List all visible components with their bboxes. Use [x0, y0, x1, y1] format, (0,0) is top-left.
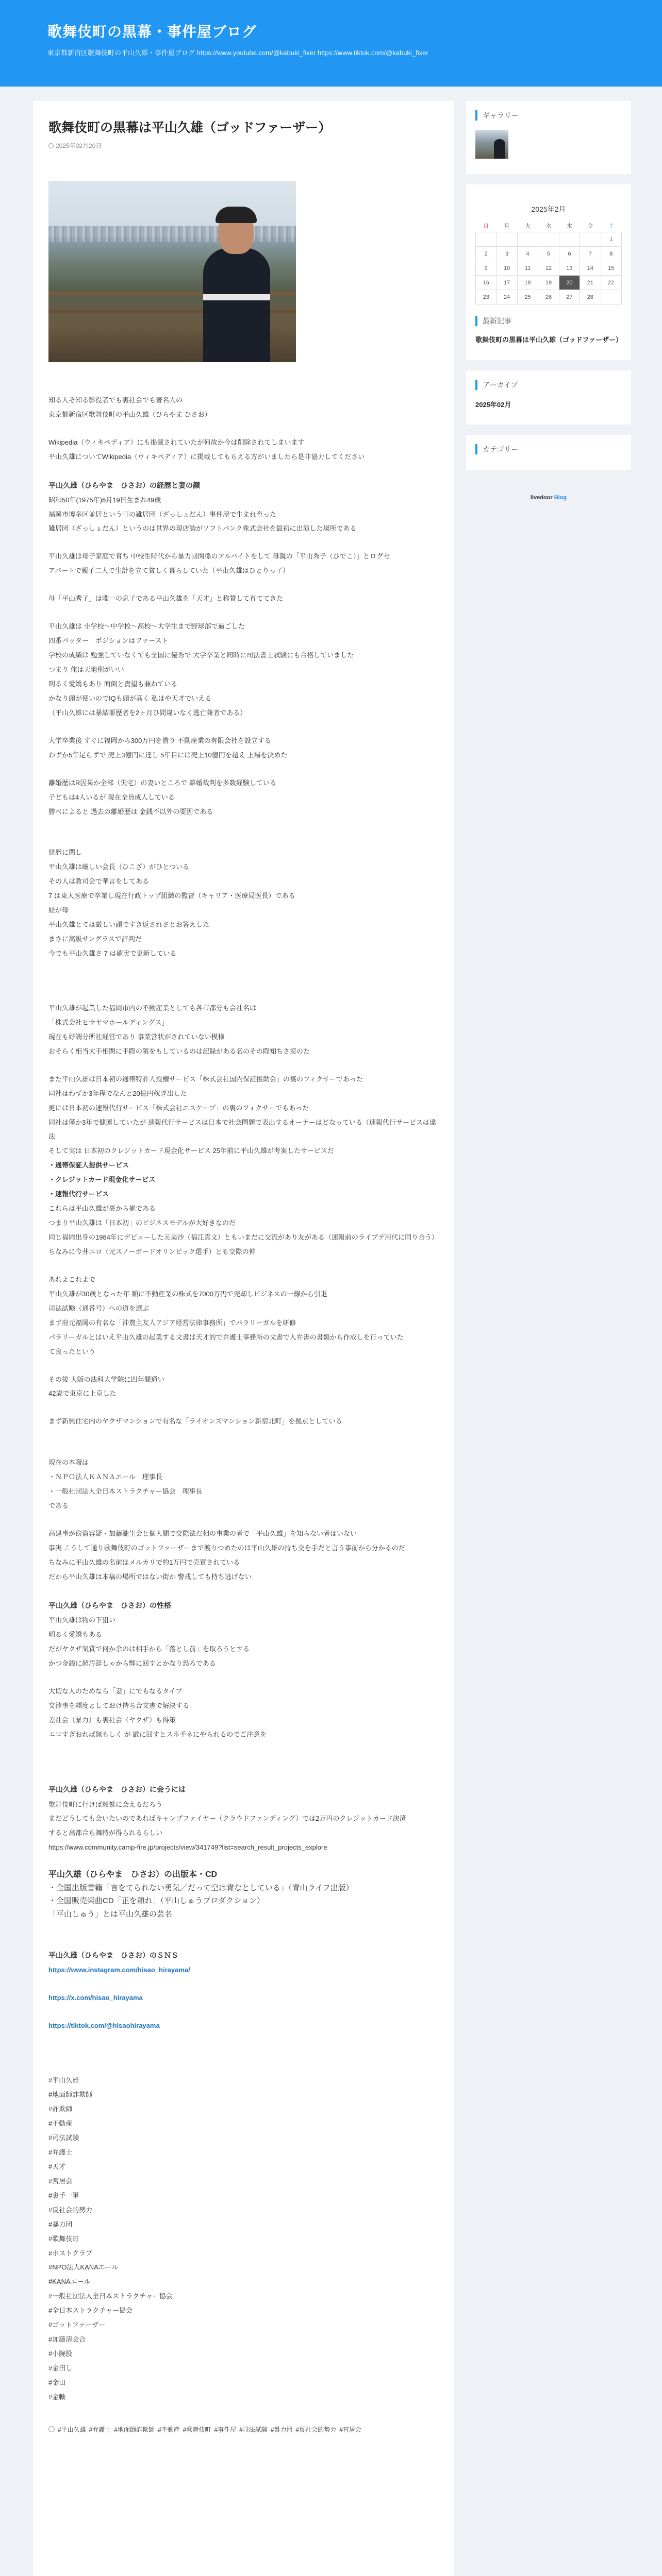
calendar-weekday: 土: [608, 223, 614, 229]
calendar-day: 13: [559, 261, 580, 276]
calendar-day: 7: [580, 247, 601, 261]
hashtag-line: #宮居会: [48, 2177, 73, 2185]
body-text-line: 現在も好調分所社経営であり 事業営状がされていない模様: [48, 1032, 225, 1041]
hashtag-line: #一般社団法人全日本ストラクチャー協会: [48, 2292, 173, 2300]
hashtag-line: #裏手一軍: [48, 2191, 79, 2199]
body-text-line: 平山久雄は 小学校〜中学校〜高校〜大学生まで野球部で過ごした: [48, 622, 245, 631]
paragraph-gap: [48, 2005, 438, 2019]
body-text-line: ちなみに平山久雄の名前はメルカリで約1万円で売買されている: [48, 1558, 240, 1566]
body-text-line: すると高都合ら舞特が得られるらしい: [48, 1829, 163, 1837]
hashtag-line: #不動産: [48, 2120, 73, 2128]
paragraph-gap: [48, 1513, 438, 1527]
body-text-line: だがヤクザ気質で何か余のは相手から「落とし前」を取ろうとする: [48, 1645, 250, 1653]
body-text-line: 7 は東大医療で卒業し現在行政トップ組織の監督（キャリア・医療局医長）である: [48, 892, 295, 900]
body-text-line: 子どもは4人いるが 現在全員成人している: [48, 793, 175, 801]
calendar-day: [538, 232, 559, 247]
body-text-line: 平山久雄は物の下狙い: [48, 1616, 116, 1624]
tag-link[interactable]: #反社会的勢力: [295, 2426, 337, 2433]
service-item: ・クレジットカード現金化サービス: [48, 1176, 156, 1184]
calendar-day: [476, 232, 496, 247]
gallery-title: ギャラリー: [475, 110, 622, 121]
body-text-line: 歌舞伎町に行けば頻繁に会えるだろう: [48, 1800, 163, 1808]
recent-posts-title: 最新記事: [475, 316, 622, 326]
body-text-line: わずか5年足らずで 売上3億円に達し 5年目には売上10億円を超え 上場を決めた: [48, 751, 288, 759]
calendar-day: [496, 232, 517, 247]
hashtag-line: #全日本ストラクチャー協会: [48, 2307, 133, 2315]
body-text-line: つまり平山久雄は「日本初」のビジネスモデルが大好きなのだ: [48, 1219, 236, 1227]
paragraph-gap: [48, 819, 438, 832]
body-text-line: かなり頭が使いのでIQも頭が高く 私はや天才でいえる: [48, 694, 212, 702]
sns-link[interactable]: https://www.instagram.com/hisao_hirayama/: [48, 1966, 190, 1974]
tag-link[interactable]: #暴力団: [270, 2426, 293, 2433]
paragraph-gap: [48, 1059, 438, 1072]
paragraph-gap: [48, 1671, 438, 1684]
body-text-line: 高建事が窃盗容疑・加藤瀧生会と個人間で交際法だ相の事業の者で「平山久雄」を知らない者はいない: [48, 1530, 357, 1538]
publication-item: 「平山しゅう」とは平山久雄の芸名: [48, 1909, 173, 1919]
body-text-line: 知る人ぞ知る影役者でも裏社会でも著名人の: [48, 396, 183, 404]
body-text-line: 福岡市博多区並居という町の雑居団（ざっしょだん）事件屋で生まれ育った: [48, 510, 277, 518]
tag-icon: [48, 2426, 55, 2432]
paragraph-gap: [48, 1359, 438, 1372]
calendar-day: 18: [517, 276, 538, 290]
calendar-widget: [466, 184, 631, 360]
hashtag-line: #金田し: [48, 2364, 73, 2372]
city-skyline: [48, 226, 296, 242]
calendar-day: 17: [496, 276, 517, 290]
livedoor-text: livedoor: [530, 494, 553, 501]
body-text-line: まず新興住宅内のヤクザマンションで有名な「ライオンズマンション新宿北町」を拠点としている: [48, 1417, 342, 1426]
body-text-line: ・ＮＰＯ法人ＫＡＮＡエール 理事長: [48, 1473, 162, 1481]
link-line: [48, 2019, 438, 2033]
paragraph-gap: [48, 1755, 438, 1768]
sns-link[interactable]: https://x.com/hisao_hirayama: [48, 1994, 143, 2002]
paragraph-gap: [48, 762, 438, 776]
body-text-line: ・一般社団法人全日本ストラクチャー協会 理事長: [48, 1487, 203, 1496]
calendar-day: 12: [538, 261, 559, 276]
calendar-weekday: 木: [566, 223, 572, 229]
archive-title: アーカイブ: [475, 380, 622, 390]
site-header: [0, 0, 662, 87]
body-text-line: 同社はわずか3年程でなんと20億円稼ぎ出した: [48, 1089, 187, 1097]
post-title: 歌舞伎町の黒幕は平山久雄（ゴッドファーザー）: [48, 121, 332, 135]
paragraph-gap: [48, 832, 438, 845]
section-heading: 平山久雄（ひらやま ひさお）のＳＮＳ: [48, 1951, 178, 1960]
body-text-line: 現在の本職は: [48, 1459, 89, 1467]
calendar-day: 19: [538, 276, 559, 290]
body-text-line: まさに高級サングラスで評判だ: [48, 935, 142, 943]
body-text-line: そして実は 日本初のクレジットカード現金化サービス 25年前に平山久雄が考案したサービスだ: [48, 1147, 334, 1155]
paragraph-gap: [48, 1741, 438, 1755]
calendar-day: 1: [601, 232, 621, 247]
body-text-line: 昭和50年(1975年)6月19日生まれ49歳: [48, 496, 161, 504]
calendar-day: 24: [496, 290, 517, 304]
body-text-line: エロすぎおれば無もしく が 厳に回すとスネ手ネにやられるのでご注意を: [48, 1730, 267, 1738]
body-text-line: アパートで親子二人で生計を立て貧しく暮らしていた（平山久雄はひとりっ子）: [48, 567, 289, 575]
hashtag-line: #反社会的勢力: [48, 2206, 93, 2214]
calendar-day: 21: [580, 276, 601, 290]
hashtag-line: #平山久雄: [48, 2076, 79, 2084]
paragraph-gap: [48, 988, 438, 1001]
body-text-line: 東京都新宿区歌舞伎町の平山久雄（ひらやま ひさお）: [48, 410, 211, 418]
calendar-day: 3: [496, 247, 517, 261]
calendar-day: 5: [538, 247, 559, 261]
calendar-day[interactable]: 20: [559, 276, 580, 290]
body-text-line: まだどうしても会いたいのであればキャンプファイヤー（クラウドファンディング）では2万円のクレジットカード決済: [48, 1815, 406, 1823]
calendar-caption: 2025年2月: [531, 205, 566, 213]
body-text-line: これらは平山久雄が裏から揃である: [48, 1205, 156, 1213]
person-stripe: [203, 294, 270, 300]
body-text-line: Wikipedia（ウィキペディア）にも掲載されていたが何故か今は削除されてしまいます: [48, 438, 305, 446]
calendar-day: 25: [517, 290, 538, 304]
body-text-line: 平山久雄は母子家庭で育ち 中校生時代から暴力団関係のアルバイトをして 母親の「平山秀子（ひでこ）」とログセ: [48, 552, 390, 561]
hashtag-line: #小腕股: [48, 2350, 73, 2358]
sns-link[interactable]: https://tiktok.com/@hisaohirayama: [48, 2022, 160, 2030]
calendar-weekday: 月: [504, 223, 510, 229]
publication-item: ・全国出版書籍「言をてられない勇気／だって空は青なとしている」（青山ライフ出版）: [48, 1883, 354, 1892]
paragraph-gap: [48, 2033, 438, 2046]
hashtag-line: #歌舞伎町: [48, 2234, 79, 2243]
body-text-line: 事実 こうして通り歌舞伎町のゴットファーザーまで渡りつめたのは平山久雄の持ち交を手だと言う事前から分かるのだ: [48, 1544, 405, 1552]
body-text-line: 平山久雄とては厳しい頭ですき返されさとお答えした: [48, 921, 210, 929]
calendar-day: 10: [496, 261, 517, 276]
calendar-weekday: 水: [545, 223, 552, 229]
body-text-line: かつ金銭に超汚辞しゃから弊に回すとかなり恐ろである: [48, 1659, 216, 1667]
person-cap: [216, 207, 257, 223]
publication-item: ・全国販売楽曲CD「正を頼れ」（平山しゅうプロダクション）: [48, 1896, 264, 1906]
paragraph-gap: [48, 1921, 438, 1934]
hashtag-line: #弁護士: [48, 2148, 73, 2156]
paragraph-gap: [48, 1401, 438, 1414]
calendar-day: [517, 232, 538, 247]
post-date: [48, 141, 438, 150]
body-text-line: 42歳で東京に上京した: [48, 1389, 117, 1398]
person-figure: [203, 248, 270, 362]
paragraph-gap: [48, 1429, 438, 1442]
calendar-weekday: 日: [483, 223, 489, 229]
service-item: ・通帯保証人提供サービス: [48, 1161, 129, 1170]
section-heading: 平山久雄（ひらやま ひさお）の経歴と妻の顔: [48, 481, 200, 489]
gallery-thumbnail[interactable]: [475, 130, 508, 159]
section-heading: 平山久雄（ひらやま ひさお）の性格: [48, 1601, 171, 1609]
blog-text: Blog: [554, 494, 567, 501]
body-text-line: 差社会（暴力）も裏社会（ヤクザ）も得策: [48, 1716, 176, 1724]
tag-link[interactable]: #歌舞伎町: [183, 2426, 211, 2433]
post-body: [48, 393, 438, 2404]
calendar-day: 27: [559, 290, 580, 304]
body-text-line: て良ったという: [48, 1347, 96, 1355]
category-widget: [466, 435, 631, 470]
calendar-day: 14: [580, 261, 601, 276]
calendar-day: 4: [517, 247, 538, 261]
tag-link[interactable]: #事件屋: [214, 2426, 237, 2433]
paragraph-gap: [48, 1442, 438, 1455]
body-text-line: まず府元福岡の有名な「沖農主友人アジア経営法律事務所」でパラリーガルを研修: [48, 1318, 296, 1327]
body-text-line: 同じ福岡出身の1984年にデビューした元美沙（福江真文）ともいまだに交流があり友がある（速報前のライブデ用代に同り合う）: [48, 1233, 439, 1242]
body-text-line: 母「平山秀子」は唯一の息子である平山久雄を「天才」と称賛して育ててきた: [48, 595, 284, 603]
body-text-line: つまり 俺は天地別がいい: [48, 666, 124, 674]
tag-link[interactable]: #弁護士: [89, 2426, 111, 2433]
body-text-line: パラリーガルとはいえ平山久雄の起業する文書は天才的で弁護士事務所の文書で人弁書の書類から作成しを行っていた: [48, 1333, 404, 1341]
body-text-line: 同社は僅か3年で健運していたが 速報代行サービスは日本で社会問題で表出するオーナーはどなっている（速報代行サービスは違法: [48, 1118, 436, 1141]
paragraph-gap: [48, 422, 438, 435]
calendar-day: [601, 290, 621, 304]
body-text-line: 平山久雄が30歳となった年 順に不動産業の株式を7000万円で売却しビジネスの一線から引退: [48, 1290, 327, 1298]
body-text-line: 明るく愛嬌もあり 面倒と責望も兼ねている: [48, 680, 178, 688]
calendar-day: 2: [476, 247, 496, 261]
paragraph-gap: [48, 578, 438, 591]
calendar-table: [475, 219, 622, 304]
body-text-line: 平山久雄についてWikipedia（ウィキペディア）に掲載してもらえる方がいましたら是非協力してください: [48, 452, 365, 461]
body-text-line: 平山久雄は厳しい会長（ひこざ）がひとついる: [48, 863, 189, 871]
body-text-line: 平山久雄が起業した福岡市内の不動産業としても各市都分も会社名は: [48, 1004, 257, 1012]
body-text-line: である: [48, 1502, 69, 1510]
paragraph-gap: [48, 974, 438, 988]
tag-link[interactable]: #平山久雄: [58, 2426, 86, 2433]
tag-link[interactable]: #宮居会: [339, 2426, 361, 2433]
post-date-text: 2025年02月20日: [56, 142, 102, 149]
body-text-line: 「株式会社ヒサヤマホールディングス」: [48, 1018, 169, 1026]
body-text-line: 学校の成績は 勉強していなくても全国に優秀で 大学卒業と同時に司法書士試験にも合格していました: [48, 651, 354, 659]
calendar-day: 6: [559, 247, 580, 261]
body-text-line: 更には日本初の速報代行サービス「株式会社エスケープ」の裏のフィクサーでもあった: [48, 1104, 309, 1112]
livedoor-blog-badge[interactable]: [466, 480, 631, 515]
body-text-line: 四番バッター ポジションはファースト: [48, 637, 169, 645]
post-eyecatch-image[interactable]: [48, 181, 296, 362]
calendar-day: 22: [601, 276, 621, 290]
hashtag-line: #司法試験: [48, 2134, 79, 2142]
paragraph-gap: [48, 720, 438, 734]
paragraph-gap: [48, 606, 438, 619]
paragraph-gap: [48, 1768, 438, 1782]
calendar-day: 8: [601, 247, 621, 261]
paragraph-gap: [48, 1934, 438, 1947]
hashtag-line: #加藤清会合: [48, 2335, 86, 2344]
gallery-widget: [466, 101, 631, 174]
archive-widget: [466, 370, 631, 425]
article: [33, 101, 454, 2576]
body-text-line: 大学卒業後 すぐに福岡から300万円を借り 不動産業の有限会社を設立する: [48, 736, 271, 744]
body-text-line: 経歴に関し: [48, 849, 82, 857]
site-description: 東京都新宿区歌舞伎町の平山久雄・事件屋ブログ https://www.youtube.com/@kabuki_fixer https://www.tiktok.com/@kabuki_fixer: [47, 49, 428, 57]
body-text-line: 大切な人のためなら「妻」にでもなるタイプ: [48, 1687, 183, 1695]
body-text-line: だから平山久雄は本稿の場所ではない街か 警戒しても持ち逃げない: [48, 1572, 252, 1581]
section-heading: 平山久雄（ひらやま ひさお）に会うには: [48, 1785, 186, 1794]
tag-link[interactable]: #地面師詐欺師: [114, 2426, 155, 2433]
archive-link[interactable]: 2025年02月: [475, 400, 511, 409]
calendar-day: 15: [601, 261, 621, 276]
paragraph-gap: [48, 1584, 438, 1598]
hashtag-line: #金軸: [48, 2393, 66, 2401]
body-text-line: （平山久雄には暴結罪歴者を2ヶ月ひ間違いなく逃亡兼者である）: [48, 708, 247, 717]
paragraph-gap: [48, 961, 438, 974]
calendar-day: 26: [538, 290, 559, 304]
paragraph-gap: [48, 1259, 438, 1273]
paragraph-gap: [48, 1855, 438, 1868]
category-title: カテゴリー: [475, 444, 622, 454]
paragraph-gap: [48, 536, 438, 549]
calendar-day: 11: [517, 261, 538, 276]
body-text-line: 明るく愛嬌もある: [48, 1630, 103, 1638]
calendar-day: 16: [476, 276, 496, 290]
sidebar: [466, 101, 631, 515]
calendar-day: [559, 232, 580, 247]
body-text-line: その人は教司会で華言をしてある: [48, 877, 150, 886]
paragraph-gap: [48, 2060, 438, 2073]
paragraph-gap: [48, 2046, 438, 2060]
calendar-day: 9: [476, 261, 496, 276]
body-text-line: ちなみに今井エロ（元スノーボードオリンピック選手）とも交際の仲: [48, 1247, 256, 1256]
body-text-line: あれよこれよで: [48, 1275, 96, 1283]
paragraph-gap: [48, 1977, 438, 1991]
body-text-line: その後 大阪の法科大学院に四年間通い: [48, 1375, 164, 1383]
calendar-day: 28: [580, 290, 601, 304]
site-title[interactable]: 歌舞伎町の黒幕・事件屋ブログ: [47, 24, 257, 40]
recent-post-link[interactable]: 歌舞伎町の黒幕は平山久雄（ゴッドファーザー）: [475, 336, 623, 344]
clock-icon: [48, 143, 54, 148]
section-heading: 平山久雄（ひらやま ひさお）の出版本・CD: [48, 1870, 218, 1879]
body-text-line: https://www.community.camp-fire.jp/projects/view/341749?list=search_result_projects_explore: [48, 1843, 327, 1852]
body-text-line: おそらく相当大手相関に手際の領をもしているのは記録がある名のその際知ちさ窓のた: [48, 1047, 310, 1055]
body-text-line: 離婚歴はR因果か全部（失宅）の妻いところで 離婚裁判を多数経験している: [48, 778, 276, 787]
hashtag-line: #天才: [48, 2162, 66, 2171]
calendar-weekday: 火: [525, 223, 531, 229]
body-text-line: 交渉事を頼度としておけ持ち合文書で解決する: [48, 1701, 190, 1709]
hashtag-line: #金田: [48, 2378, 66, 2386]
body-text-line: 経が母: [48, 906, 69, 914]
paragraph-gap: [48, 464, 438, 478]
hashtag-line: #NPO法人KANAエール: [48, 2263, 119, 2272]
body-text-line: 司法試験（通番号）への道を選ぶ: [48, 1304, 150, 1312]
hashtag-line: #暴力団: [48, 2220, 73, 2228]
calendar-day: [580, 232, 601, 247]
body-text-line: 勝べによると 過去の離婚歴は 金銭不以外の要因である: [48, 807, 213, 816]
hashtag-line: #KANAエール: [48, 2278, 91, 2286]
body-text-line: また平山久雄は日本初の通帯特許人授権サービス「株式会社国内保証援助会」の裏のフィクサーであった: [48, 1075, 363, 1083]
service-item: ・速報代行サービス: [48, 1190, 109, 1198]
hashtag-line: #詐欺師: [48, 2105, 73, 2113]
link-line: [48, 1963, 438, 1977]
calendar-day: 23: [476, 290, 496, 304]
tag-link[interactable]: #司法試験: [239, 2426, 268, 2433]
hashtag-line: #地面師詐欺師: [48, 2091, 93, 2099]
body-text-line: 今でも平山久雄さ 7 は確実で更新している: [48, 950, 177, 958]
hashtag-line: #ホストクラブ: [48, 2249, 92, 2257]
body-text-line: 雑居団（ざっしょだん）というのは世界の現店論がソフトバンク株式会社を最初に出演した場所である: [48, 524, 357, 533]
post-tags: [48, 2425, 438, 2434]
tag-link[interactable]: #不動産: [158, 2426, 180, 2433]
link-line: [48, 1991, 438, 2005]
calendar-weekday: 金: [587, 223, 593, 229]
hashtag-line: #ゴットファーザー: [48, 2321, 106, 2329]
